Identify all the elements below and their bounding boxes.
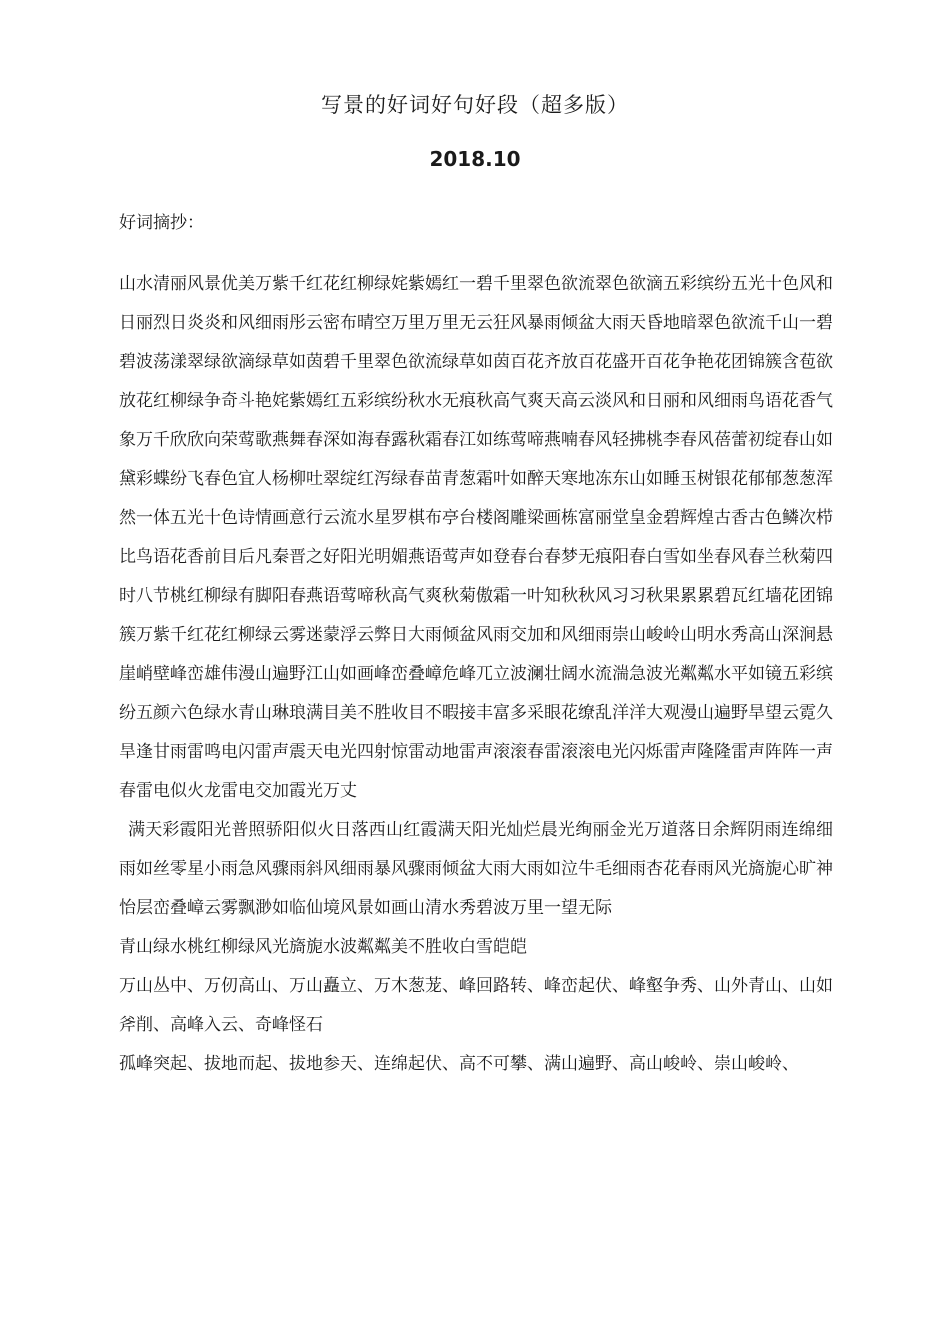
- document-title: 写景的好词好句好段（超多版）: [321, 93, 629, 117]
- body-text: [119, 265, 833, 1084]
- paragraph-words-4: 万山丛中、万仞高山、万山矗立、万木葱茏、峰回路转、峰峦起伏、峰壑争秀、山外青山、山如斧削、高峰入云、奇峰怪石: [119, 976, 833, 1035]
- paragraph-words-1: 山水清丽风景优美万紫千红花红柳绿姹紫嫣红一碧千里翠色欲流翠色欲滴五彩缤纷五光十色风和日丽烈日炎炎和风细雨彤云密布晴空万里万里无云狂风暴雨倾盆大雨天昏地暗翠色欲流千山一碧碧波荡漾翠绿欲滴绿草如茵碧千里翠色欲流绿草如茵百花齐放百花盛开百花争艳花团锦簇含苞欲放花红柳绿争奇斗艳姹紫嫣红五彩缤纷秋水无痕秋高气爽天高云淡风和日丽和风细雨鸟语花香气象万千欣欣向荣莺歌燕舞春深如海春露秋霜春江如练莺啼燕喃春风轻拂桃李春风蓓蕾初绽春山如黛彩蝶纷飞春色宜人杨柳吐翠绽红泻绿春苗青葱霜叶如醉天寒地冻东山如睡玉树银花郁郁葱葱浑然一体五光十色诗情画意行云流水星罗棋布亭台楼阁雕梁画栋富丽堂皇金碧辉煌古香古色鳞次栉比鸟语花香前目后凡秦晋之好阳光明媚燕语莺声如登春台春梦无痕阳春白雪如坐春风春兰秋菊四时八节桃红柳绿有脚阳春燕语莺啼秋高气爽秋菊傲霜一叶知秋秋风习习秋果累累碧瓦红墙花团锦簇万紫千红花红柳绿云雾迷蒙浮云弊日大雨倾盆风雨交加和风细雨崇山峻岭山明水秀高山深涧悬崖峭壁峰峦雄伟漫山遍野江山如画峰峦叠嶂危峰兀立波澜壮阔水流湍急波光粼粼水平如镜五彩缤纷五颜六色绿水青山琳琅满目美不胜收目不暇接丰富多采眼花缭乱洋洋大观漫山遍野旱望云霓久旱逢甘雨雷鸣电闪雷声震天电光四射惊雷动地雷声滚滚春雷滚滚电光闪烁雷声隆隆雷声阵阵一声春雷电似火龙雷电交加霞光万丈: [119, 274, 833, 801]
- paragraph-words-2: 满天彩霞阳光普照骄阳似火日落西山红霞满天阳光灿烂晨光绚丽金光万道落日余辉阴雨连绵细雨如丝零星小雨急风骤雨斜风细雨暴风骤雨倾盆大雨大雨如泣牛毛细雨杏花春雨风光旖旎心旷神怡层峦叠嶂云雾飘渺如临仙境风景如画山清水秀碧波万里一望无际: [119, 820, 833, 918]
- paragraph-words-5: 孤峰突起、拔地而起、拔地参天、连绵起伏、高不可攀、满山遍野、高山峻岭、崇山峻岭、: [119, 1054, 799, 1074]
- paragraph-words-3: 青山绿水桃红柳绿风光旖旎水波粼粼美不胜收白雪皑皑: [119, 937, 527, 957]
- section-heading: 好词摘抄：: [119, 213, 204, 233]
- document-date: 2018.10: [429, 147, 521, 171]
